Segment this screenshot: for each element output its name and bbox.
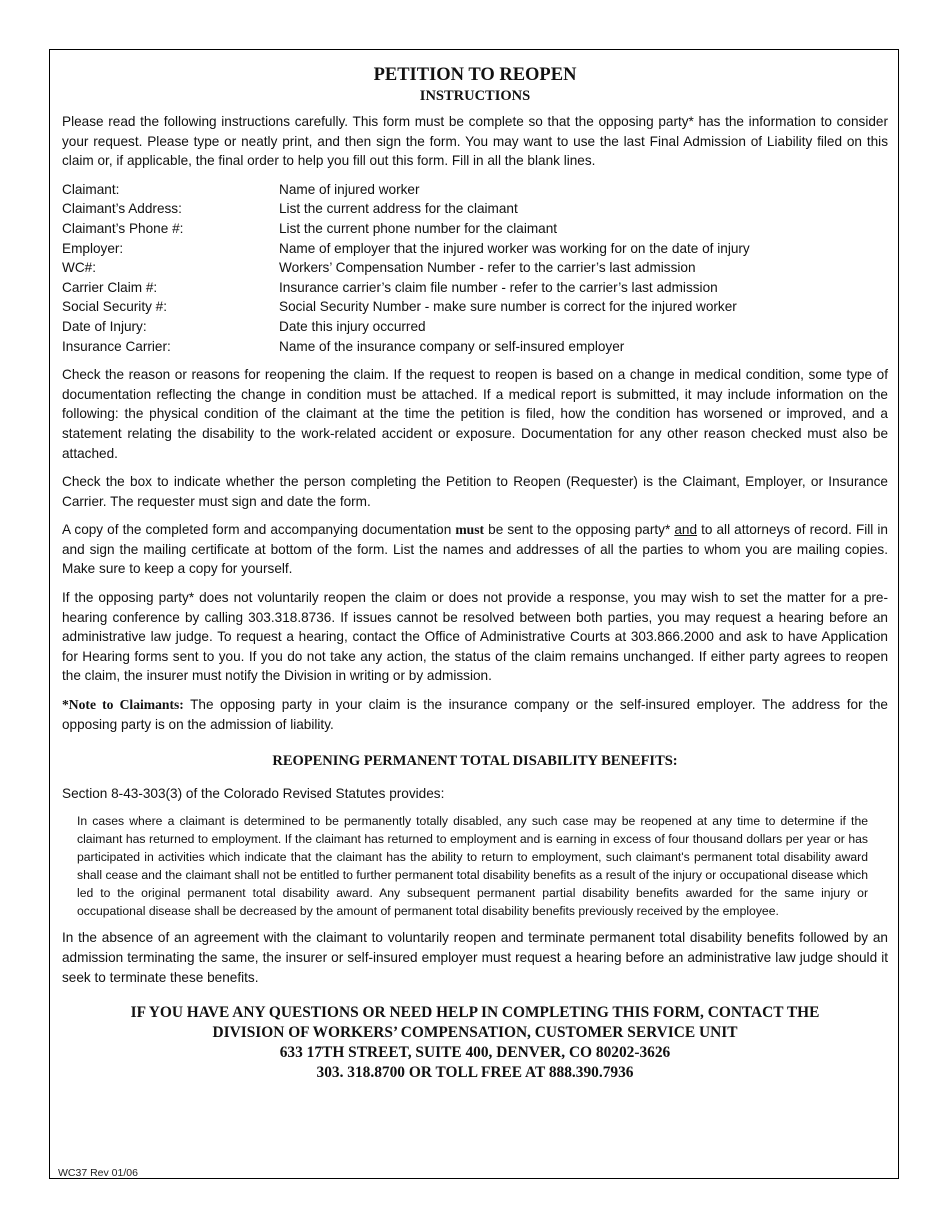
definition-description: Workers’ Compensation Number - refer to the carrier’s last admission: [279, 260, 696, 276]
definition-term: Date of Injury:: [62, 318, 147, 334]
definition-description: Social Security Number - make sure number is correct for the injured worker: [279, 299, 737, 315]
copy-text-middle: be sent to the opposing party*: [484, 522, 675, 538]
note-text: The opposing party in your claim is the insurance company or the self-insured employer. The address for the opposing party is on the admission of liability.: [62, 697, 888, 732]
definition-term: Claimant:: [62, 181, 120, 197]
definition-description: List the current phone number for the claimant: [279, 220, 558, 236]
note-label: *Note to Claimants:: [62, 697, 184, 713]
definition-row: [62, 199, 888, 219]
definition-description: Name of the insurance company or self-insured employer: [279, 338, 625, 354]
contact-line: DIVISION OF WORKERS’ COMPENSATION, CUSTOMER SERVICE UNIT: [212, 1024, 738, 1042]
contact-line: 633 17TH STREET, SUITE 400, DENVER, CO 80202-3626: [279, 1044, 671, 1062]
copy-text-before: A copy of the completed form and accompanying documentation: [62, 522, 456, 538]
definition-row: [62, 180, 888, 200]
statute-intro: Section 8-43-303(3) of the Colorado Revised Statutes provides:: [62, 785, 445, 801]
copy-paragraph: [62, 520, 888, 579]
page-subtitle: INSTRUCTIONS: [419, 88, 531, 104]
definition-term: Employer:: [62, 240, 124, 256]
definition-term: Social Security #:: [62, 299, 168, 315]
emphasis-must: must: [455, 522, 485, 538]
contact-line: IF YOU HAVE ANY QUESTIONS OR NEED HELP IN COMPLETING THIS FORM, CONTACT THE: [130, 1004, 820, 1022]
definition-row: [62, 278, 888, 298]
copy-text-after: to all attorneys of record. Fill in and sign the mailing certificate at bottom of the form. List the names and addresses of all the parties to whom you are mailing copies. Make sure to keep a copy for yourself.: [62, 522, 888, 577]
definition-term: Claimant’s Phone #:: [62, 220, 184, 236]
intro-paragraph: Please read the following instructions carefully. This form must be complete so that the opposing party* has the information to consider your request. Please type or neatly print, and then sign the form. You may want to use the last Final Admission of Liability filed on this claim or, if applicable, the final order to help you fill out this form. Fill in all the blank lines.: [62, 114, 888, 169]
definition-description: Date this injury occurred: [279, 318, 426, 334]
definition-description: Name of injured worker: [279, 181, 420, 197]
reason-paragraph: Check the reason or reasons for reopening the claim. If the request to reopen is based on a change in medical condition, some type of documentation reflecting the change in condition must be attached. If a medical report is submitted, it may include information on the following: the physical condition of the claimant at the time the petition is filed, how the condition has worsened or improved, and a statement relating the disability to the work-related accident or exposure. Documentation for any other reason checked must also be attached.: [62, 367, 888, 461]
definition-description: Name of employer that the injured worker was working for on the date of injury: [279, 240, 750, 256]
definition-description: List the current address for the claimant: [279, 201, 518, 217]
form-revision-id: WC37 Rev 01/06: [58, 1167, 138, 1179]
definition-row: [62, 258, 888, 278]
absence-paragraph: In the absence of an agreement with the claimant to voluntarily reopen and terminate permanent total disability benefits followed by an admission terminating the same, the insurer or self-insured employer must request a hearing before an administrative law judge should it seek to terminate these benefits.: [62, 930, 888, 985]
definition-row: [62, 317, 888, 337]
definition-term: Insurance Carrier:: [62, 338, 171, 354]
definition-term: Carrier Claim #:: [62, 279, 158, 295]
definition-row: [62, 297, 888, 317]
section-heading: REOPENING PERMANENT TOTAL DISABILITY BENEFITS:: [272, 753, 678, 770]
definition-row: [62, 219, 888, 239]
page-title: PETITION TO REOPEN: [373, 65, 577, 85]
definition-description: Insurance carrier’s claim file number - refer to the carrier’s last admission: [279, 279, 718, 295]
definition-term: Claimant’s Address:: [62, 201, 182, 217]
definition-row: [62, 239, 888, 259]
document-body: [62, 64, 888, 1083]
definition-term: WC#:: [62, 260, 96, 276]
field-definitions: [62, 180, 888, 356]
contact-block: [62, 1003, 888, 1083]
statute-quote: In cases where a claimant is determined to be permanently totally disabled, any such case may be reopened at any time to determine if the claimant has returned to employment. If the claimant has returned to employment and is earning in excess of four thousand dollars per year or has participated in activities which indicate that the claimant has the ability to return to employment, such claimant's permanent total disability award shall cease and the claimant shall not be entitled to further permanent total disability benefits as a result of the injury or occupational disease which led to the original permanent total disability award. Any subsequent permanent partial disability benefits awarded for the same injury or occupational disease shall be decreased by the amount of permanent total disability benefits previously received by the employee.: [77, 814, 868, 919]
requester-paragraph: Check the box to indicate whether the person completing the Petition to Reopen (Requester) is the Claimant, Employer, or Insurance Carrier. The requester must sign and date the form.: [62, 474, 888, 509]
hearing-paragraph: If the opposing party* does not voluntarily reopen the claim or does not provide a response, you may wish to set the matter for a pre-hearing conference by calling 303.318.8736. If issues cannot be resolved between both parties, you may request a hearing before an administrative law judge. To request a hearing, contact the Office of Administrative Courts at 303.866.2000 and ask to have Application for Hearing forms sent to you. If you do not take any action, the status of the claim remains unchanged. If either party agrees to reopen the claim, the insurer must notify the Division in writing or by admission.: [62, 590, 888, 684]
definition-row: [62, 337, 888, 357]
emphasis-and: and: [674, 522, 698, 538]
claimant-note: [62, 695, 888, 734]
contact-line: 303. 318.8700 OR TOLL FREE AT 888.390.7936: [316, 1064, 634, 1082]
